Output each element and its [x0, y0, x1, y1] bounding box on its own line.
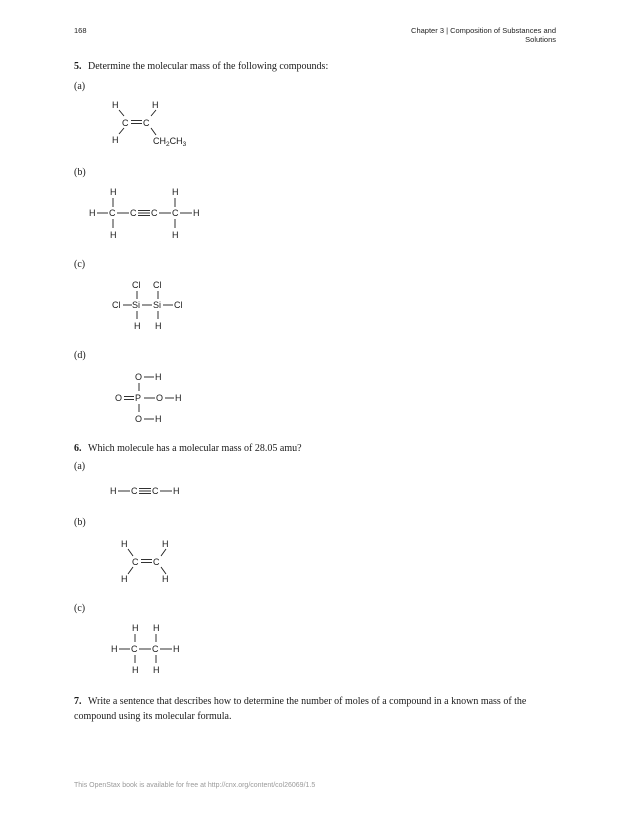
option-label: (c)	[74, 259, 86, 270]
atom-label: H	[110, 230, 117, 240]
question-text: Which molecule has a molecular mass of 28.05 amu?	[88, 443, 302, 454]
question-number: 7.	[74, 696, 82, 707]
atom-label: H	[162, 574, 169, 584]
atom-label: P	[135, 393, 142, 403]
atom-label: H	[134, 321, 141, 331]
atom-label: O	[135, 372, 143, 382]
structure-si2cl4h2	[108, 277, 198, 335]
atom-label: H	[112, 135, 119, 145]
atom-label: H	[155, 321, 162, 331]
atom-label: H	[172, 230, 179, 240]
atom-label: C	[132, 557, 139, 567]
atom-label: C	[109, 208, 116, 218]
atom-label: Cl	[132, 280, 141, 290]
structure-1-butene	[100, 95, 210, 155]
question-text: Determine the molecular mass of the following compounds:	[88, 61, 329, 72]
option-label: (a)	[74, 461, 86, 472]
atom-label: H	[112, 100, 119, 110]
option-label: (b)	[74, 517, 86, 528]
atom-label: H	[153, 665, 160, 675]
atom-label: Cl	[112, 300, 121, 310]
atom-label: H	[111, 644, 118, 654]
bond	[151, 110, 156, 116]
page-number: 168	[74, 26, 87, 35]
bond	[119, 128, 124, 134]
atom-label: H	[132, 665, 139, 675]
atom-label: CH	[169, 136, 183, 146]
atom-label: C	[143, 118, 150, 128]
question-text-line-2: compound using its molecular formula.	[74, 711, 232, 722]
option-label: (b)	[74, 167, 86, 178]
structure-2-butyne	[86, 184, 216, 244]
footer-text: This OpenStax book is available for free at http://cnx.org/content/col26069/1.5	[74, 782, 316, 789]
atom-label: C	[122, 118, 129, 128]
question-6	[74, 441, 302, 456]
atom-label: H	[155, 372, 162, 382]
atom-label: H	[173, 486, 180, 496]
structure-ethane	[108, 620, 193, 678]
atom-label: C	[152, 644, 159, 654]
option-label: (a)	[74, 81, 86, 92]
atom-label: C	[131, 644, 138, 654]
atom-label: Si	[132, 300, 141, 310]
subscript: 2	[166, 141, 170, 148]
atom-label: Si	[153, 300, 162, 310]
atom-label: O	[135, 414, 143, 424]
atom-label: Cl	[153, 280, 162, 290]
question-number: 5.	[74, 61, 82, 72]
atom-label: C	[152, 486, 159, 496]
atom-label: O	[115, 393, 123, 403]
atom-label: C	[151, 208, 158, 218]
subscript: 3	[182, 141, 187, 148]
bond	[161, 567, 166, 574]
structure-phosphoric-acid	[110, 368, 200, 426]
atom-label: CH	[153, 136, 166, 146]
atom-label: Cl	[174, 300, 183, 310]
chapter-title: Chapter 3 | Composition of Substances and Solutions	[411, 26, 556, 44]
atom-label: C	[130, 208, 137, 218]
atom-label: O	[156, 393, 164, 403]
structure-acetylene	[108, 482, 188, 502]
atom-label: H	[152, 100, 159, 110]
atom-label: H	[193, 208, 200, 218]
atom-label: C	[131, 486, 138, 496]
atom-label: H	[121, 574, 128, 584]
group-label	[153, 136, 187, 148]
structure-ethylene	[112, 535, 182, 587]
bond	[119, 110, 124, 116]
bond	[161, 549, 166, 556]
question-text-line-1: Write a sentence that describes how to determine the number of moles of a compound in a known mass of the	[88, 696, 527, 707]
bond	[128, 567, 133, 574]
option-label: (c)	[74, 603, 86, 614]
atom-label: H	[172, 187, 179, 197]
atom-label: H	[110, 187, 117, 197]
atom-label: H	[173, 644, 180, 654]
bond	[151, 128, 156, 135]
question-7	[74, 694, 554, 724]
atom-label: H	[132, 623, 139, 633]
atom-label: H	[162, 539, 169, 549]
atom-label: C	[172, 208, 179, 218]
atom-label: H	[121, 539, 128, 549]
atom-label: H	[153, 623, 160, 633]
option-label: (d)	[74, 350, 86, 361]
atom-label: H	[89, 208, 96, 218]
atom-label: H	[175, 393, 182, 403]
atom-label: C	[153, 557, 160, 567]
atom-label: H	[155, 414, 162, 424]
question-5	[74, 59, 328, 74]
atom-label: H	[110, 486, 117, 496]
bond	[128, 549, 133, 556]
question-number: 6.	[74, 443, 82, 454]
